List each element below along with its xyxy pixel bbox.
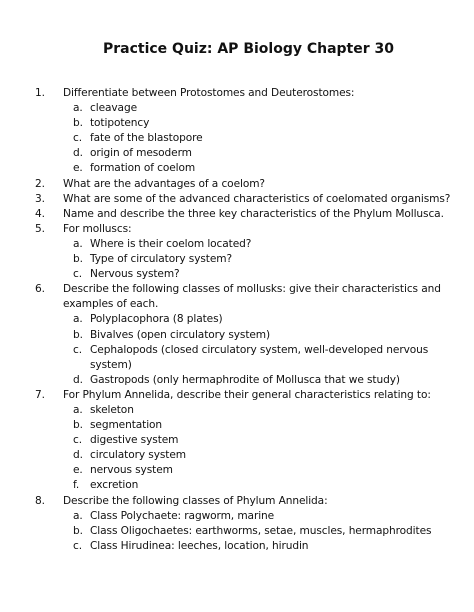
sub-question-item bbox=[63, 252, 454, 267]
sub-question-text: Polyplacophora (8 plates) bbox=[90, 313, 223, 326]
sub-question-item bbox=[63, 524, 454, 539]
question-number: 8. bbox=[35, 494, 45, 507]
sub-question-letter: a. bbox=[73, 509, 83, 522]
sub-question-item bbox=[63, 101, 454, 116]
sub-question-letter: c. bbox=[73, 343, 82, 356]
question-item bbox=[35, 207, 454, 222]
question-row bbox=[35, 282, 454, 312]
sub-question-item bbox=[63, 267, 454, 282]
sub-question-item bbox=[63, 418, 454, 433]
sub-question-letter: d. bbox=[73, 373, 83, 386]
question-row bbox=[35, 222, 454, 237]
page-title: Practice Quiz: AP Biology Chapter 30 bbox=[102, 41, 394, 57]
sub-question-text: digestive system bbox=[90, 434, 179, 447]
question-row bbox=[35, 207, 454, 222]
sub-question-text: circulatory system bbox=[90, 449, 186, 462]
sub-question-letter: a. bbox=[73, 313, 83, 326]
question-text: Describe the following classes of mollusks: give their characteristics and examples of each. bbox=[63, 283, 441, 311]
sub-question-letter: b. bbox=[73, 328, 83, 341]
sub-question-text: Class Oligochaetes: earthworms, setae, muscles, hermaphrodites bbox=[90, 524, 432, 537]
sub-question-letter: d. bbox=[73, 449, 83, 462]
sub-question-text: fate of the blastopore bbox=[90, 132, 203, 145]
sub-question-letter: a. bbox=[73, 237, 83, 250]
question-number: 7. bbox=[35, 388, 45, 401]
sub-question-item bbox=[63, 161, 454, 176]
sub-question-item bbox=[63, 116, 454, 131]
question-number: 4. bbox=[35, 207, 45, 220]
sub-question-item bbox=[63, 433, 454, 448]
sub-question-item bbox=[63, 478, 454, 493]
sub-question-item bbox=[63, 403, 454, 418]
sub-question-text: Class Polychaete: ragworm, marine bbox=[90, 509, 275, 522]
question-number: 1. bbox=[35, 87, 45, 99]
sub-question-text: cleavage bbox=[90, 102, 137, 115]
sub-question-item bbox=[63, 509, 454, 524]
sub-question-letter: c. bbox=[73, 539, 82, 552]
sub-question-letter: b. bbox=[73, 117, 83, 130]
sub-question-text: totipotency bbox=[90, 117, 150, 130]
sub-question-letter: c. bbox=[73, 268, 82, 281]
sub-question-letter: c. bbox=[73, 434, 82, 447]
sub-question-text: nervous system bbox=[90, 464, 173, 477]
sub-question-letter: a. bbox=[73, 102, 83, 115]
question-text: What are the advantages of a coelom? bbox=[63, 177, 265, 190]
sub-question-letter: e. bbox=[73, 464, 83, 477]
question-number: 2. bbox=[35, 177, 45, 190]
sub-question-text: Class Hirudinea: leeches, location, hirudin bbox=[90, 539, 309, 552]
sub-question-text: formation of coelom bbox=[90, 162, 196, 175]
question-number: 3. bbox=[35, 192, 45, 205]
question-number: 5. bbox=[35, 222, 45, 235]
question-item bbox=[35, 177, 454, 192]
sub-question-letter: b. bbox=[73, 253, 83, 266]
sub-question-text: Where is their coelom located? bbox=[90, 237, 252, 250]
question-text: What are some of the advanced characteristics of coelomated organisms? bbox=[63, 192, 451, 205]
sub-question-text: origin of mesoderm bbox=[90, 147, 192, 160]
sub-question-item bbox=[63, 146, 454, 161]
sub-question-item bbox=[63, 539, 454, 554]
question-text: For molluscs: bbox=[63, 222, 132, 235]
sub-question-text: Type of circulatory system? bbox=[90, 253, 232, 266]
question-text: For Phylum Annelida, describe their general characteristics relating to: bbox=[63, 388, 431, 401]
question-number: 6. bbox=[35, 283, 45, 296]
sub-question-text: segmentation bbox=[90, 419, 163, 432]
question-row bbox=[35, 494, 454, 509]
question-text: Differentiate between Protostomes and Deuterostomes: bbox=[63, 87, 355, 99]
sub-question-text: Cephalopods (closed circulatory system, well-developed nervous system) bbox=[90, 343, 429, 371]
sub-question-letter: a. bbox=[73, 403, 83, 416]
question-item bbox=[35, 222, 454, 282]
sub-question-letter: b. bbox=[73, 419, 83, 432]
question-row bbox=[35, 177, 454, 192]
question-row bbox=[35, 86, 454, 101]
sub-question-text: skeleton bbox=[90, 403, 134, 416]
sub-question-letter: b. bbox=[73, 524, 83, 537]
question-text: Describe the following classes of Phylum Annelida: bbox=[63, 494, 328, 507]
sub-question-text: Gastropods (only hermaphrodite of Mollusca that we study) bbox=[90, 373, 400, 386]
sub-question-item bbox=[63, 312, 454, 327]
sub-question-item bbox=[63, 237, 454, 252]
question-item bbox=[35, 192, 454, 207]
sub-question-item bbox=[63, 131, 454, 146]
sub-question-item bbox=[63, 448, 454, 463]
sub-question-letter: d. bbox=[73, 147, 83, 160]
question-row bbox=[35, 192, 454, 207]
sub-question-text: excretion bbox=[90, 479, 139, 492]
question-text: Name and describe the three key characteristics of the Phylum Mollusca. bbox=[63, 207, 444, 220]
sub-question-item bbox=[63, 343, 454, 373]
sub-question-letter: c. bbox=[73, 132, 82, 145]
sub-question-item bbox=[63, 328, 454, 343]
sub-question-letter: f. bbox=[73, 479, 80, 492]
sub-question-item bbox=[63, 373, 454, 388]
question-item bbox=[35, 86, 454, 177]
sub-question-text: Bivalves (open circulatory system) bbox=[90, 328, 271, 341]
sub-question-letter: e. bbox=[73, 162, 83, 175]
question-item bbox=[35, 388, 454, 494]
question-item bbox=[35, 282, 454, 388]
question-list bbox=[35, 86, 454, 554]
sub-question-text: Nervous system? bbox=[90, 268, 180, 281]
question-row bbox=[35, 388, 454, 403]
sub-question-item bbox=[63, 463, 454, 478]
question-item bbox=[35, 494, 454, 554]
